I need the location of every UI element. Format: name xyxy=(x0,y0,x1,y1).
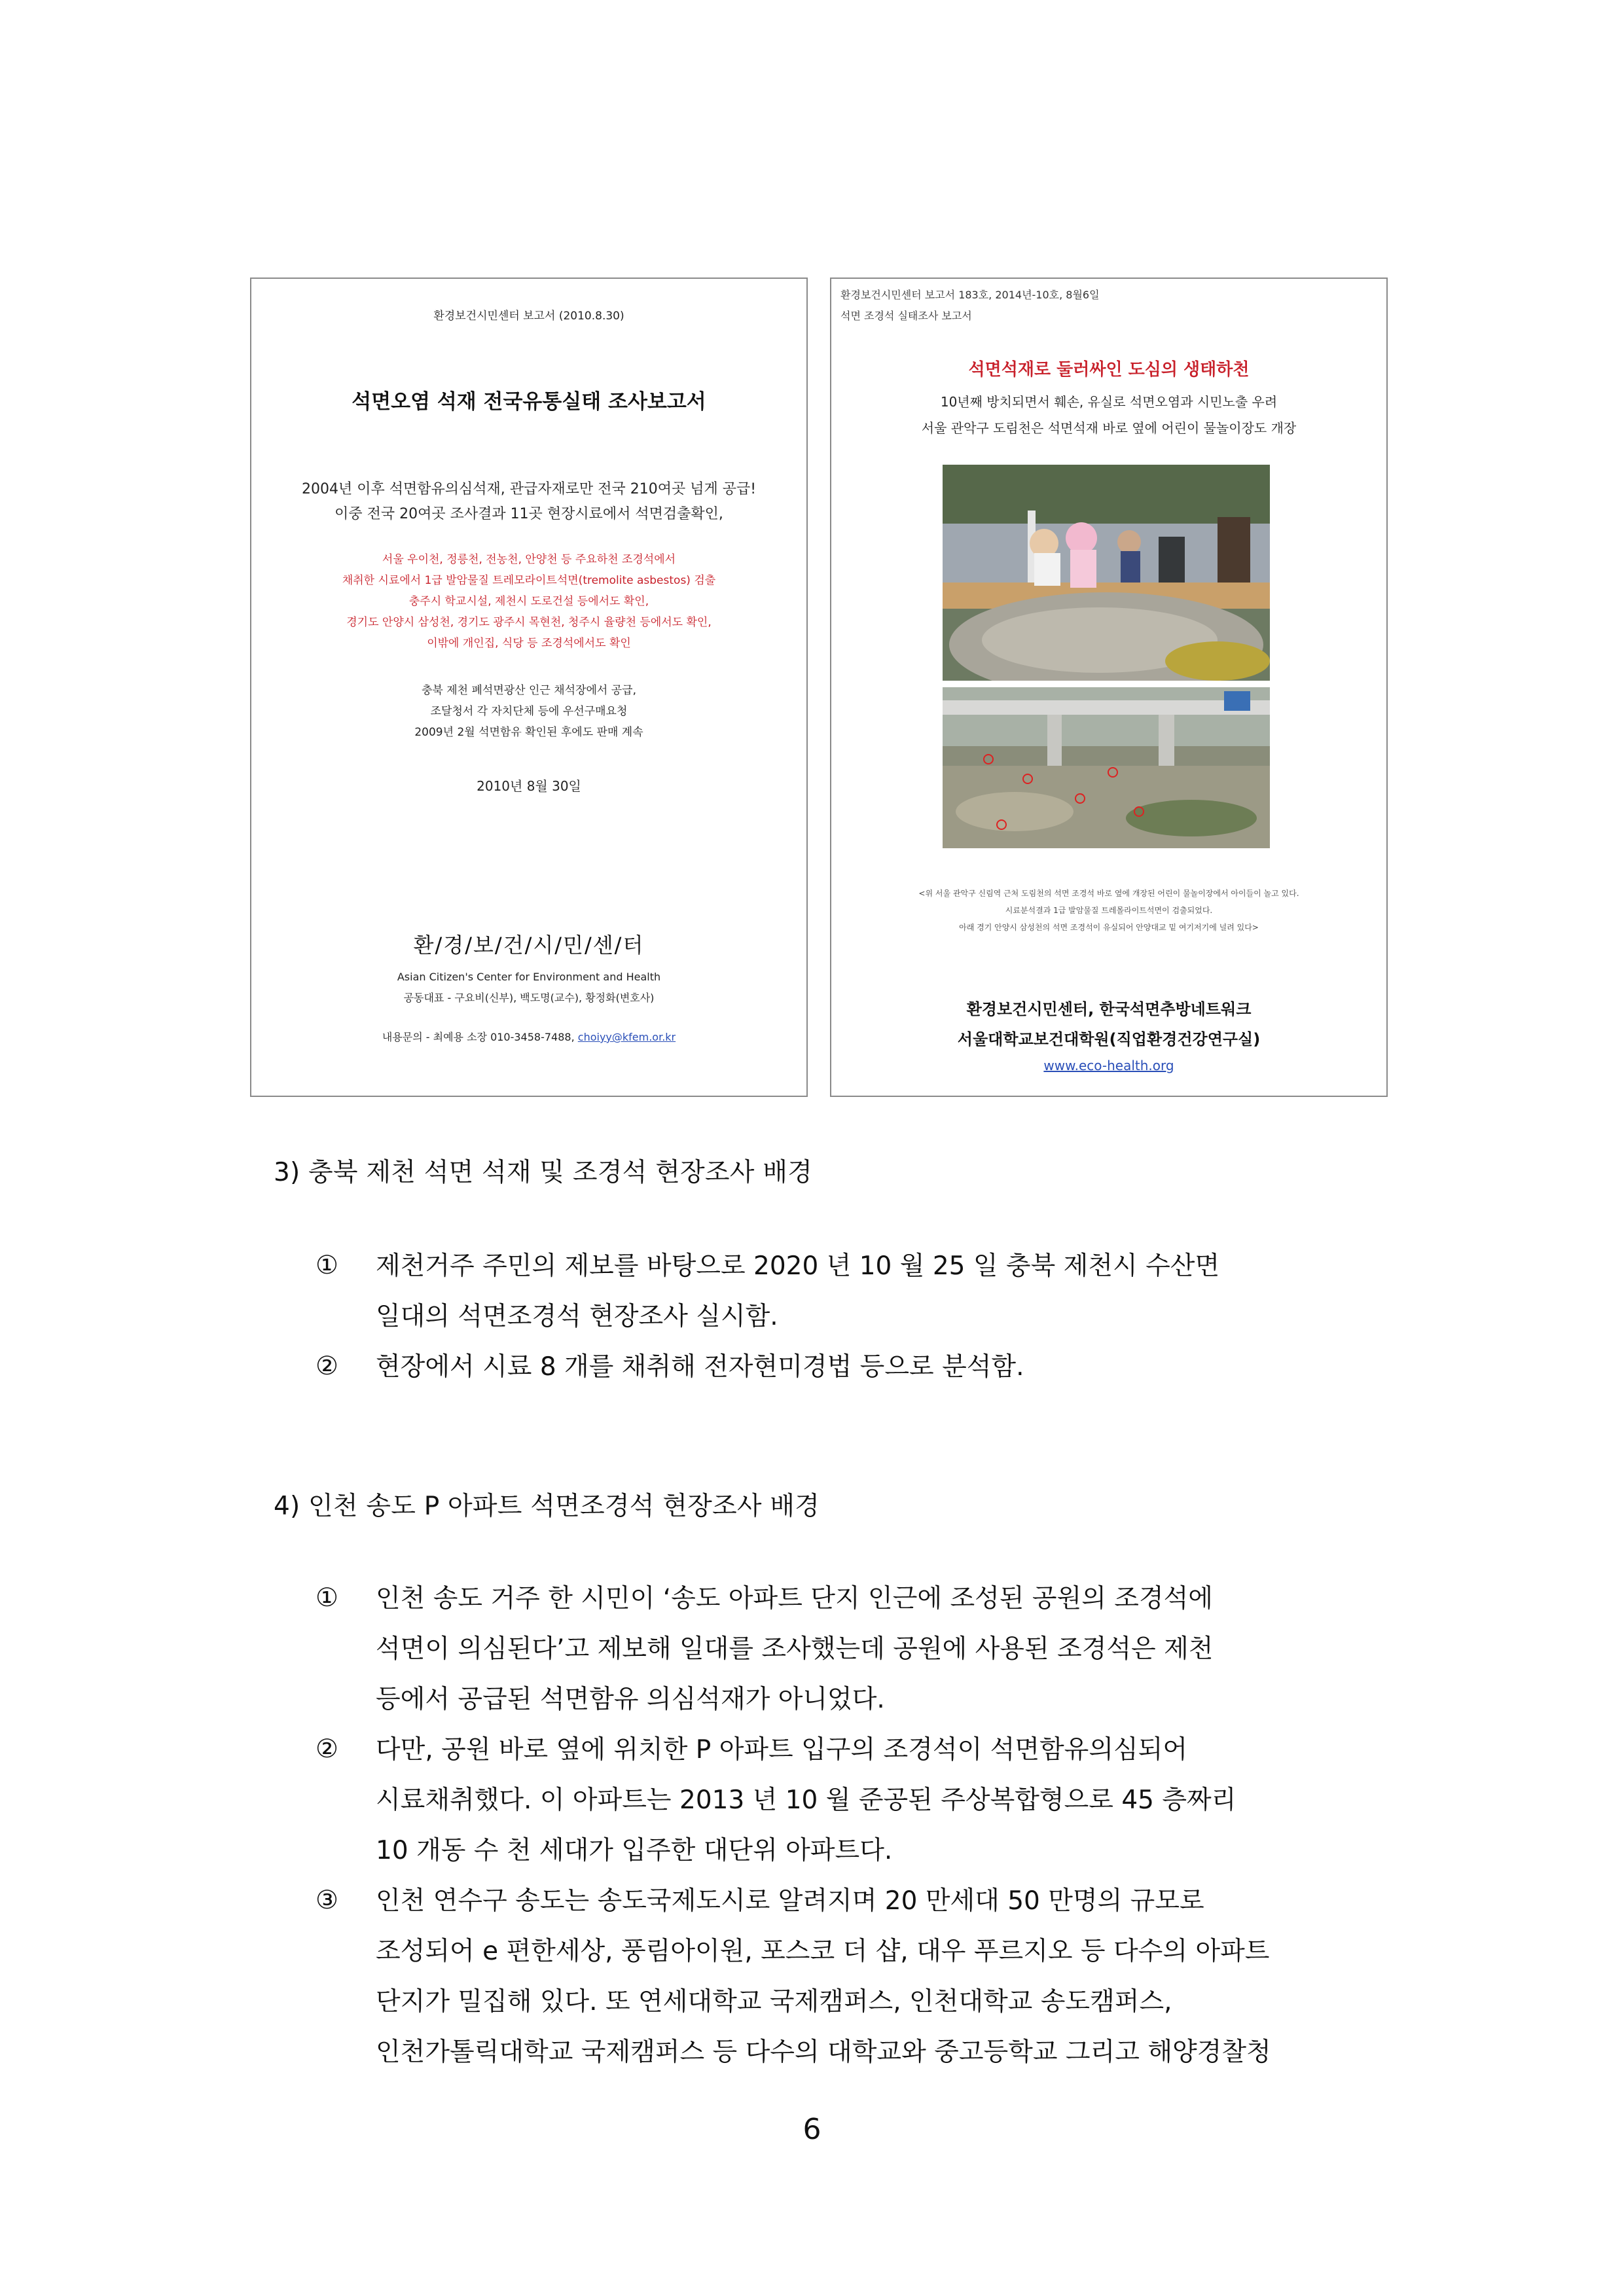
cover2-website-link[interactable]: www.eco-health.org xyxy=(1043,1058,1174,1073)
section4-item2-line: 시료채취했다. 이 아파트는 2013 년 10 월 준공된 주상복합형으로 45 층짜리 xyxy=(376,1785,1236,1815)
cover1-note-2: 조달청서 각 자치단체 등에 우선구매요청 xyxy=(430,705,628,718)
section4-item1-line: 인천 송도 거주 한 시민이 ‘송도 아파트 단지 인근에 조성된 공원의 조경석에 xyxy=(376,1584,1213,1613)
cover2-org-2: 서울대학교보건대학원(직업환경건강연구실) xyxy=(957,1030,1261,1049)
cover2-subtitle-2: 서울 관악구 도림천은 석면석재 바로 옆에 어린이 물놀이장도 개장 xyxy=(921,420,1297,436)
cover1-summary-2: 이중 전국 20여곳 조사결과 11곳 현장시료에서 석면검출확인, xyxy=(334,506,723,522)
section4-item3-line: 인천 연수구 송도는 송도국제도시로 알려지며 20 만세대 50 만명의 규모로 xyxy=(376,1886,1204,1916)
section4-item3-marker: ③ xyxy=(316,1886,338,1915)
cover2-title: 석면석재로 둘러싸인 도심의 생태하천 xyxy=(968,360,1250,380)
section4-item1 xyxy=(376,1573,1397,1725)
cover1-contact xyxy=(251,1028,806,1047)
section3-item2-marker: ② xyxy=(316,1352,338,1381)
cover1-finding-1: 서울 우이천, 정릉천, 전농천, 안양천 등 주요하천 조경석에서 xyxy=(382,553,676,566)
section4-item3-line: 인천가톨릭대학교 국제캠퍼스 등 다수의 대학교와 중고등학교 그리고 해양경찰청 xyxy=(376,2037,1271,2067)
page-number: 6 xyxy=(803,2113,821,2146)
cover2-photo-playground xyxy=(943,465,1270,681)
cover2-caption-1: <위 서울 관악구 신림역 근처 도림천의 석면 조경석 바로 옆에 개장된 어린이 물놀이장에서 아이들이 놀고 있다. xyxy=(918,889,1299,898)
section3-item1-line: 제천거주 주민의 제보를 바탕으로 2020 년 10 월 25 일 충북 제천시 수산면 xyxy=(376,1251,1220,1281)
cover2-caption-2: 시료분석결과 1급 발암물질 트레몰라이트석면이 검출되었다. xyxy=(1005,906,1213,915)
cover1-contact-text: 내용문의 - 최예용 소장 010-3458-7488, xyxy=(382,1031,575,1043)
report-cover-2014 xyxy=(830,278,1388,1097)
report-cover-2010 xyxy=(250,278,808,1097)
cover1-date: 2010년 8월 30일 xyxy=(477,778,581,794)
section4-heading: 4) 인천 송도 P 아파트 석면조경석 현장조사 배경 xyxy=(274,1492,820,1521)
section4-item3-line: 조성되어 e 편한세상, 풍림아이원, 포스코 더 샵, 대우 푸르지오 등 다수의 아파트 xyxy=(376,1937,1270,1966)
cover2-header-line-1: 환경보건시민센터 보고서 183호, 2014년-10호, 8월6일 xyxy=(840,289,1100,301)
section4-item2-line: 10 개동 수 천 세대가 입주한 대단위 아파트다. xyxy=(376,1836,893,1865)
section3-item2-line: 현장에서 시료 8 개를 채취해 전자현미경법 등으로 분석함. xyxy=(376,1352,1024,1382)
section3-heading: 3) 충북 제천 석면 석재 및 조경석 현장조사 배경 xyxy=(274,1158,812,1187)
cover1-note-3: 2009년 2월 석면함유 확인된 후에도 판매 계속 xyxy=(414,726,643,739)
cover1-org-english: Asian Citizen's Center for Environment and Health xyxy=(397,971,661,983)
cover1-representatives: 공동대표 - 구요비(신부), 백도명(교수), 황정화(변호사) xyxy=(403,992,655,1004)
cover1-finding-5: 이밖에 개인집, 식당 등 조경석에서도 확인 xyxy=(427,637,631,650)
section4-item2-line: 다만, 공원 바로 옆에 위치한 P 아파트 입구의 조경석이 석면함유의심되어 xyxy=(376,1735,1188,1765)
cover2-caption-3: 아래 경기 안양시 삼성천의 석면 조경석이 유실되어 안양대교 밑 여기저기에 널려 있다> xyxy=(959,923,1259,932)
cover2-photo-riverbed xyxy=(943,687,1270,848)
section4-item3-line: 단지가 밀집해 있다. 또 연세대학교 국제캠퍼스, 인천대학교 송도캠퍼스, xyxy=(376,1987,1172,2017)
cover2-org-1: 환경보건시민센터, 한국석면추방네트워크 xyxy=(966,1000,1252,1018)
section3-item1-line: 일대의 석면조경석 현장조사 실시함. xyxy=(376,1302,778,1331)
cover1-summary-1: 2004년 이후 석면함유의심석재, 관급자재로만 전국 210여곳 넘게 공급! xyxy=(301,481,757,497)
cover1-finding-3: 충주시 학교시설, 제천시 도로건설 등에서도 확인, xyxy=(408,595,649,608)
cover1-note-1: 충북 제천 폐석면광산 인근 채석장에서 공급, xyxy=(421,684,637,697)
cover1-org-name: 환/경/보/건/시/민/센/터 xyxy=(413,933,645,958)
section4-item3 xyxy=(376,1876,1397,2077)
cover2-subtitle-1: 10년째 방치되면서 훼손, 유실로 석면오염과 시민노출 우려 xyxy=(940,394,1278,410)
section4-item1-marker: ① xyxy=(316,1583,338,1613)
cover2-header-line-2: 석면 조경석 실태조사 보고서 xyxy=(840,310,972,322)
section3-item1-marker: ① xyxy=(316,1251,338,1280)
cover1-finding-2: 채취한 시료에서 1급 발암물질 트레모라이트석면(tremolite asbestos) 검출 xyxy=(342,574,716,587)
section4-item2-marker: ② xyxy=(316,1734,338,1764)
section3-item1 xyxy=(376,1241,1397,1342)
section4-item1-line: 등에서 공급된 석면함유 의심석재가 아니었다. xyxy=(376,1685,885,1714)
section3-item2 xyxy=(376,1342,1397,1392)
cover1-contact-email[interactable]: choiyy@kfem.or.kr xyxy=(577,1031,676,1043)
section4-item1-line: 석면이 의심된다’고 제보해 일대를 조사했는데 공원에 사용된 조경석은 제천 xyxy=(376,1634,1214,1664)
section4-item2 xyxy=(376,1725,1397,1876)
cover1-title: 석면오염 석재 전국유통실태 조사보고서 xyxy=(352,390,706,414)
cover1-finding-4: 경기도 안양시 삼성천, 경기도 광주시 목현천, 청주시 율량천 등에서도 확인, xyxy=(346,616,712,629)
cover1-header: 환경보건시민센터 보고서 (2010.8.30) xyxy=(433,310,624,323)
